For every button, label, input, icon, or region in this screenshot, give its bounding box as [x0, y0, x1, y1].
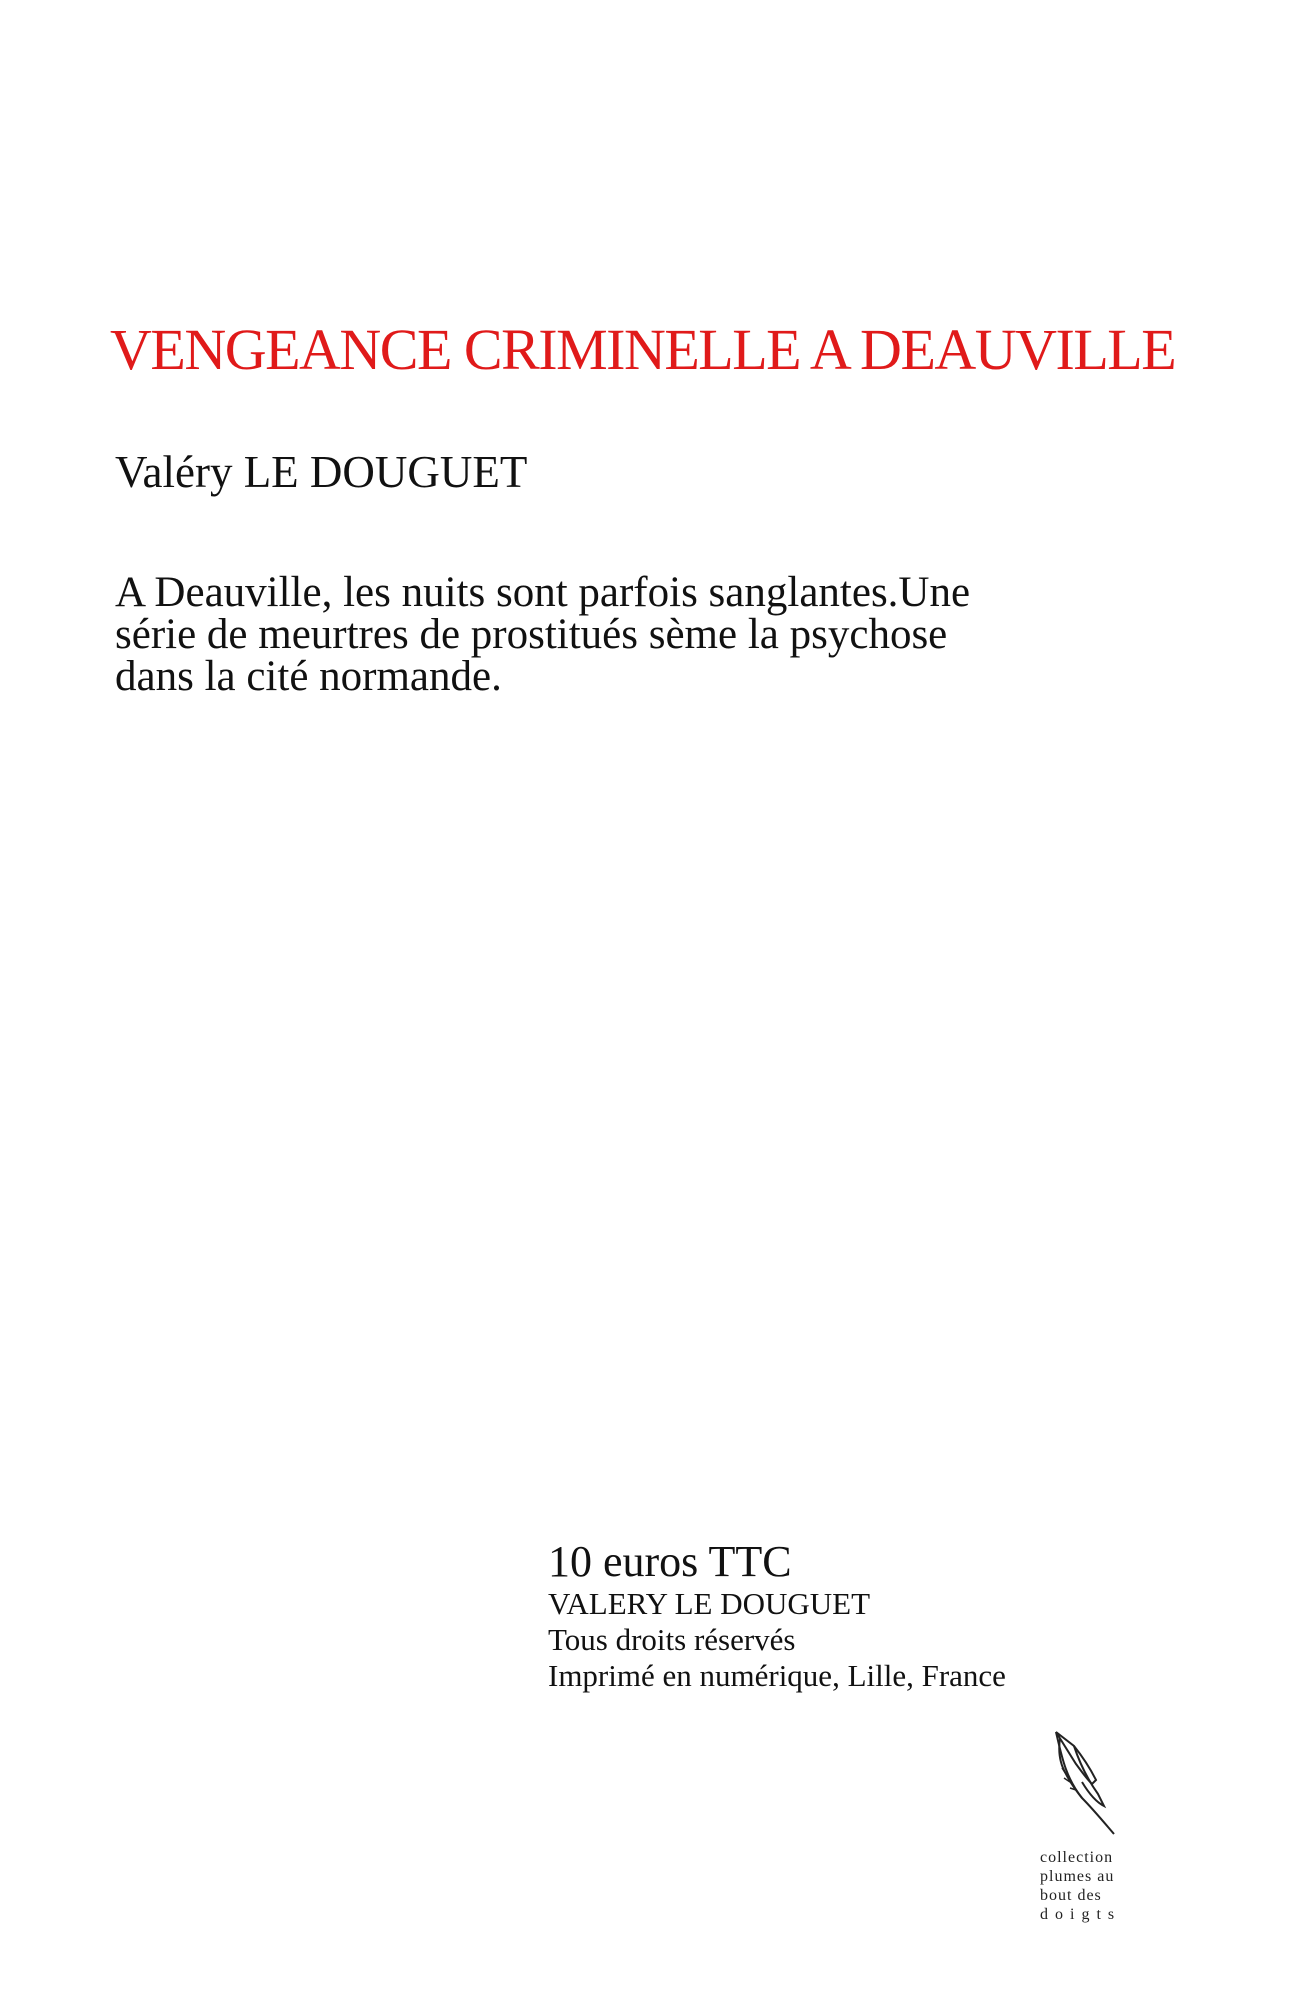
collection-line: plumes au: [1040, 1868, 1115, 1885]
imprint-author: VALERY LE DOUGUET: [548, 1586, 871, 1621]
collection-logo: [1040, 1728, 1150, 1924]
book-title: VENGEANCE CRIMINELLE A DEAUVILLE: [110, 317, 1176, 382]
book-summary: A Deauville, les nuits sont parfois sanglantes.Une série de meurtres de prostitués sème la psychose dans la cité normande.: [115, 569, 971, 700]
collection-line: doigts: [1040, 1906, 1122, 1923]
feather-quill-icon: [1040, 1728, 1150, 1838]
collection-line: bout des: [1040, 1887, 1102, 1904]
collection-name: [1040, 1848, 1150, 1924]
price-label: 10 euros TTC: [548, 1537, 792, 1586]
book-author: Valéry LE DOUGUET: [115, 447, 528, 497]
imprint-block: [548, 1538, 1208, 1694]
collection-line: collection: [1040, 1849, 1114, 1866]
rights-notice: Tous droits réservés: [548, 1622, 796, 1657]
printing-notice: Imprimé en numérique, Lille, France: [548, 1658, 1006, 1693]
